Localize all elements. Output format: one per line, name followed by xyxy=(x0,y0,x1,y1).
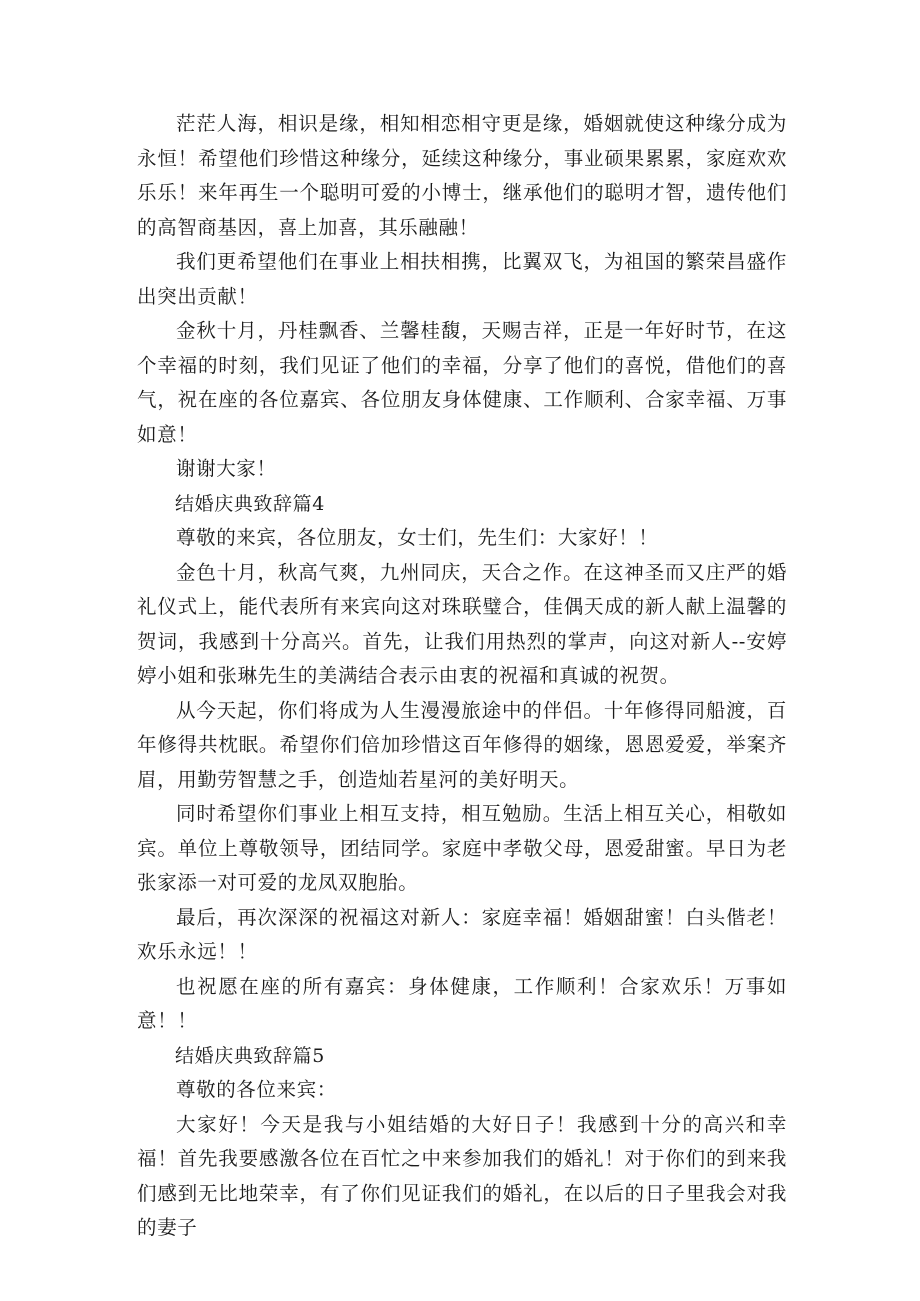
paragraph: 谢谢大家！ xyxy=(176,457,277,480)
paragraph: 我们更希望他们在事业上相扶相携，比翼双飞，为祖国的繁荣昌盛作出突出贡献！ xyxy=(137,250,787,308)
paragraph: 金秋十月，丹桂飘香、兰馨桂馥，天赐吉祥，正是一年好时节，在这个幸福的时刻，我们见证了他们的幸福，分享了他们的喜悦，借他们的喜气，祝在座的各位嘉宾、各位朋友身体健康、工作顺利、合家幸福、万事如意！ xyxy=(137,319,787,446)
paragraph: 尊敬的来宾，各位朋友，女士们，先生们：大家好！！ xyxy=(176,526,659,549)
paragraph: 同时希望你们事业上相互支持，相互勉励。生活上相互关心，相敬如宾。单位上尊敬领导，团结同学。家庭中孝敬父母，恩爱甜蜜。早日为老张家添一对可爱的龙凤双胞胎。 xyxy=(137,802,787,894)
paragraph: 金色十月，秋高气爽，九州同庆，天合之作。在这神圣而又庄严的婚礼仪式上，能代表所有来宾向这对珠联璧合，佳偶天成的新人献上温馨的贺词，我感到十分高兴。首先，让我们用热烈的掌声，向这对新人--安婷婷小姐和张琳先生的美满结合表示由衷的祝福和真诚的祝贺。 xyxy=(137,560,787,687)
section-heading: 结婚庆典致辞篇5 xyxy=(175,1044,325,1067)
section-heading: 结婚庆典致辞篇4 xyxy=(175,492,325,515)
document-body xyxy=(137,107,787,1246)
paragraph: 茫茫人海，相识是缘，相知相恋相守更是缘，婚姻就使这种缘分成为永恒！希望他们珍惜这种缘分，延续这种缘分，事业硕果累累，家庭欢欢乐乐！来年再生一个聪明可爱的小博士，继承他们的聪明才智，遗传他们的高智商基因，喜上加喜，其乐融融！ xyxy=(137,112,787,239)
paragraph: 大家好！今天是我与小姐结婚的大好日子！我感到十分的高兴和幸福！首先我要感激各位在百忙之中来参加我们的婚礼！对于你们的到来我们感到无比地荣幸，有了你们见证我们的婚礼，在以后的日子里我会对我的妻子 xyxy=(137,1112,787,1239)
paragraph: 尊敬的各位来宾： xyxy=(176,1078,337,1101)
paragraph: 最后，再次深深的祝福这对新人：家庭幸福！婚姻甜蜜！白头偕老！欢乐永远！！ xyxy=(137,905,787,963)
paragraph: 也祝愿在座的所有嘉宾：身体健康，工作顺利！合家欢乐！万事如意！！ xyxy=(137,974,787,1032)
paragraph: 从今天起，你们将成为人生漫漫旅途中的伴侣。十年修得同船渡，百年修得共枕眠。希望你们倍加珍惜这百年修得的姻缘，恩恩爱爱，举案齐眉，用勤劳智慧之手，创造灿若星河的美好明天。 xyxy=(137,698,787,791)
